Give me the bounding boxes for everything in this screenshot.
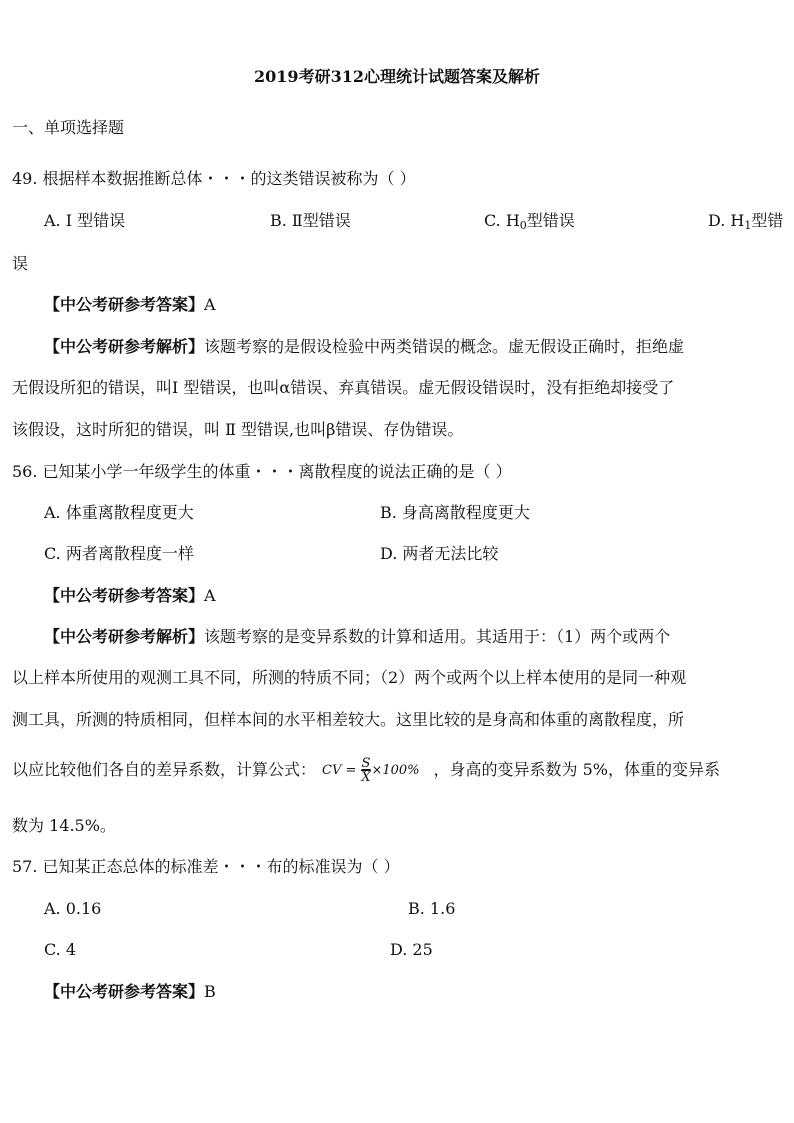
- section-heading: 一、单项选择题: [12, 118, 125, 137]
- option-c: C. $H_0$型错误: [484, 211, 575, 232]
- option-b: B. 身高离散程度更大: [380, 503, 530, 522]
- option-a: A. 体重离散程度更大: [44, 503, 194, 522]
- analysis-tag: 【中公考研参考解析】: [44, 627, 205, 646]
- analysis-49-line-1: 【中公考研参考解析】该题考察的是假设检验中两类错误的概念。虚无假设正确时，拒绝虚: [44, 337, 685, 356]
- analysis-tag: 【中公考研参考解析】: [44, 337, 205, 356]
- answer-tag: 【中公考研参考答案】: [44, 586, 205, 605]
- answer-57: [44, 981, 794, 1003]
- analysis-56-line-3: 测工具，所测的特质相同，但样本间的水平相差较大。这里比较的是身高和体重的离散程度，所: [12, 710, 685, 729]
- cv-formula: CV = $\frac{S}{X}$ ×100%: [322, 756, 420, 785]
- option-c: C. 两者离散程度一样: [44, 544, 194, 563]
- option-b: B. 1.6: [408, 899, 456, 918]
- analysis-56-line-1: 【中公考研参考解析】该题考察的是变异系数的计算和适用。其适用于：（1）两个或两个: [44, 627, 671, 646]
- answer-value: B: [204, 982, 216, 1001]
- answer-56: [44, 585, 794, 607]
- analysis-56-line-5: 数为 14.5%。: [12, 816, 116, 835]
- answer-49: [44, 294, 794, 316]
- option-b: B. Ⅱ型错误: [270, 211, 351, 230]
- page-title: 2019考研312心理统计试题答案及解析: [254, 67, 540, 86]
- answer-tag: 【中公考研参考答案】: [44, 295, 205, 314]
- question-49-stem: 49. 根据样本数据推断总体・・・的这类错误被称为（ ）: [12, 169, 416, 188]
- question-56-stem: 56. 已知某小学一年级学生的体重・・・离散程度的说法正确的是（ ）: [12, 462, 512, 481]
- option-a: A. 0.16: [44, 899, 102, 918]
- option-d: D. $H_1$型错: [708, 211, 784, 232]
- analysis-49-line-2: 无假设所犯的错误，叫Ⅰ 型错误，也叫α错误、弃真错误。虚无假设错误时，没有拒绝却接受了: [12, 378, 675, 397]
- option-a: A. Ⅰ 型错误: [44, 211, 126, 230]
- answer-value: A: [204, 295, 216, 314]
- option-d: D. 两者无法比较: [380, 544, 499, 563]
- answer-tag: 【中公考研参考答案】: [44, 982, 205, 1001]
- option-c: C. 4: [44, 940, 77, 959]
- question-57-stem: 57. 已知某正态总体的标准差・・・布的标准误为（ ）: [12, 857, 400, 876]
- option-d: D. 25: [390, 940, 433, 959]
- analysis-56-line-2: 以上样本所使用的观测工具不同，所测的特质不同；（2）两个或两个以上样本使用的是同一种观: [12, 668, 687, 687]
- analysis-56-line-4: 以应比较他们各自的差异系数，计算公式： CV = $\frac{S}{X}$ ×100% ，身高的变异系数为 5%，体重的变异系: [12, 756, 720, 785]
- answer-value: A: [204, 586, 216, 605]
- analysis-49-line-3: 该假设，这时所犯的错误，叫 Ⅱ 型错误,也叫β错误、存伪错误。: [12, 420, 464, 439]
- option-d-wrap: 误: [12, 254, 29, 273]
